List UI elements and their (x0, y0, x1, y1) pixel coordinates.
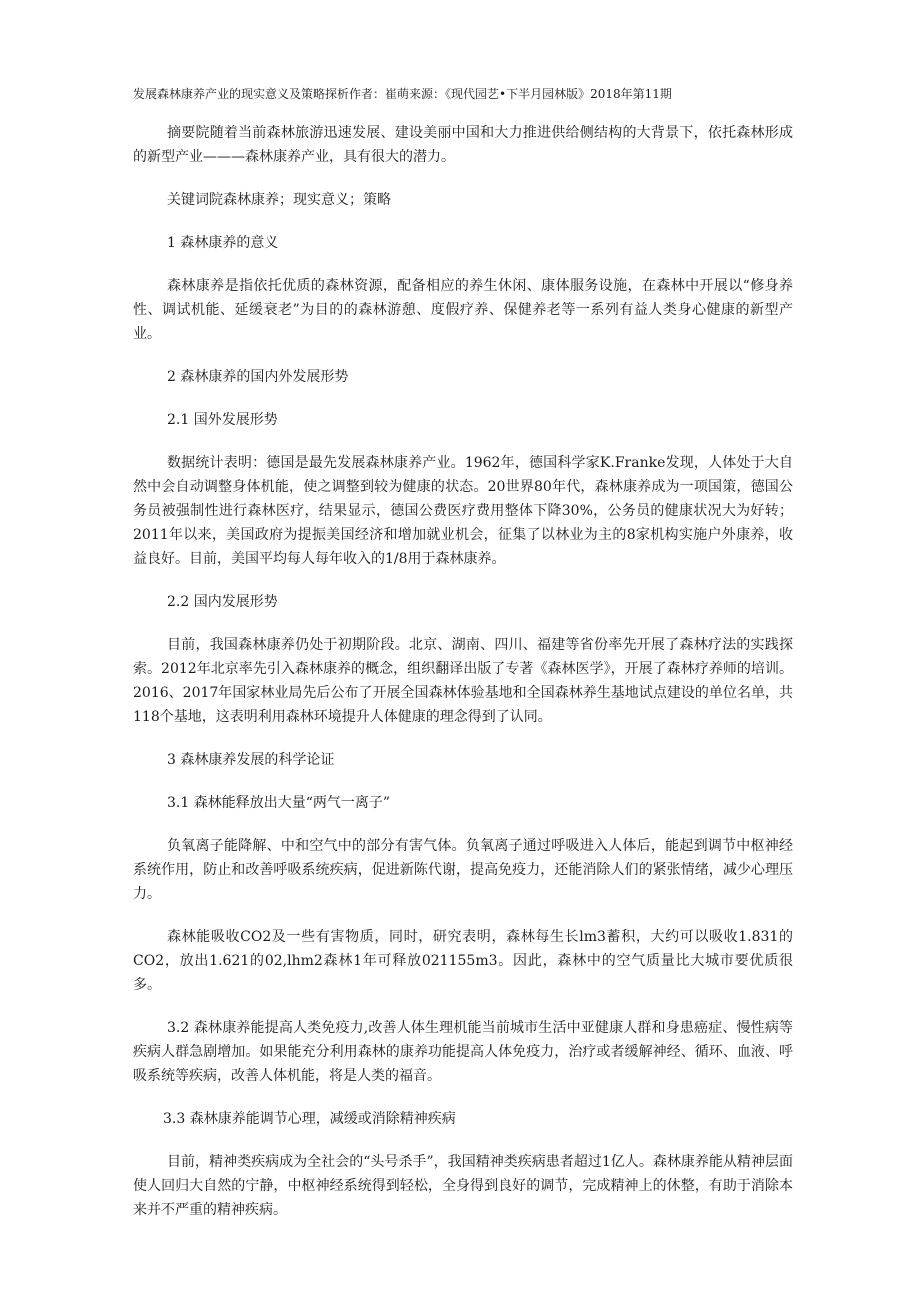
keywords-line: 关键词院森林康养；现实意义；策略 (167, 192, 391, 208)
section-2-2-paragraph: 目前，我国森林康养仍处于初期阶段。北京、湖南、四川、福建等省份率先开展了森林疗法的实践探索。2012年北京率先引入森林康养的概念，组织翻译出版了专著《森林医学》，开展了森林疗养师的培训。2016、2017年国家林业局先后公布了开展全国森林体验基地和全国森林养生基地试点建设的单位名单，共118个基地，这表明利用森林环境提升人体健康的理念得到了认同。 (133, 637, 793, 725)
document-page (133, 86, 793, 1241)
section-3-3-heading: 3.3 森林康养能调节心理，减缓或消除精神疾病 (163, 1111, 456, 1127)
section-3-1-paragraph-1: 负氧离子能降解、中和空气中的部分有害气体。负氧离子通过呼吸进入人体后，能起到调节中枢神经系统作用，防止和改善呼吸系统疾病，促进新陈代谢，提高免疫力，还能消除人们的紧张情绪，减少心理压力。 (133, 838, 793, 902)
section-1-heading: 1 森林康养的意义 (167, 235, 279, 251)
section-2-heading: 2 森林康养的国内外发展形势 (167, 369, 349, 385)
section-1-paragraph: 森林康养是指依托优质的森林资源，配备相应的养生休闲、康体服务设施，在森林中开展以“修身养性、调试机能、延缓衰老”为目的的森林游憩、度假疗养、保健养老等一系列有益人类身心健康的新型产业。 (133, 278, 793, 342)
section-2-1-paragraph: 数据统计表明：德国是最先发展森林康养产业。1962年，德国科学家K.Franke发现，人体处于大自然中会自动调整身体机能，使之调整到较为健康的状态。20世界80年代，森林康养成为一项国策，德国公务员被强制性进行森林医疗，结果显示，德国公费医疗费用整体下降30%，公务员的健康状况大为好转；2011年以来，美国政府为提振美国经济和增加就业机会，征集了以林业为主的8家机构实施户外康养，收益良好。目前，美国平均每人每年收入的1/8用于森林康养。 (133, 455, 793, 567)
section-3-3-paragraph: 目前，精神类疾病成为全社会的“头号杀手”，我国精神类疾病患者超过1亿人。森林康养能从精神层面使人回归大自然的宁静，中枢神经系统得到轻松，全身得到良好的调节，完成精神上的休整，有助于消除本来并不严重的精神疾病。 (133, 1154, 793, 1218)
section-2-1-heading: 2.1 国外发展形势 (167, 412, 278, 428)
section-3-1-paragraph-2: 森林能吸收CO2及一些有害物质，同时，研究表明，森林每生长lm3蓄积，大约可以吸收1.831的CO2，放出1.621的02,lhm2森林1年可释放021155m3。因此，森林中的空气质量比大城市要优质很多。 (133, 929, 793, 993)
article-header: 发展森林康养产业的现实意义及策略探析作者：崔萌来源：《现代园艺•下半月园林版》2018年第11期 (133, 87, 672, 101)
abstract-paragraph: 摘要院随着当前森林旅游迅速发展、建设美丽中国和大力推进供给侧结构的大背景下，依托森林形成的新型产业———森林康养产业，具有很大的潜力。 (133, 125, 793, 165)
section-2-2-heading: 2.2 国内发展形势 (167, 594, 278, 610)
section-3-1-heading: 3.1 森林能释放出大量“两气一离子” (167, 795, 391, 811)
section-3-heading: 3 森林康养发展的科学论证 (167, 752, 335, 768)
section-3-2-paragraph: 3.2 森林康养能提高人类免疫力,改善人体生理机能当前城市生活中亚健康人群和身患癌症、慢性病等疾病人群急剧增加。如果能充分利用森林的康养功能提高人体免疫力，治疗或者缓解神经、循环、血液、呼吸系统等疾病，改善人体机能，将是人类的福音。 (133, 1020, 793, 1084)
